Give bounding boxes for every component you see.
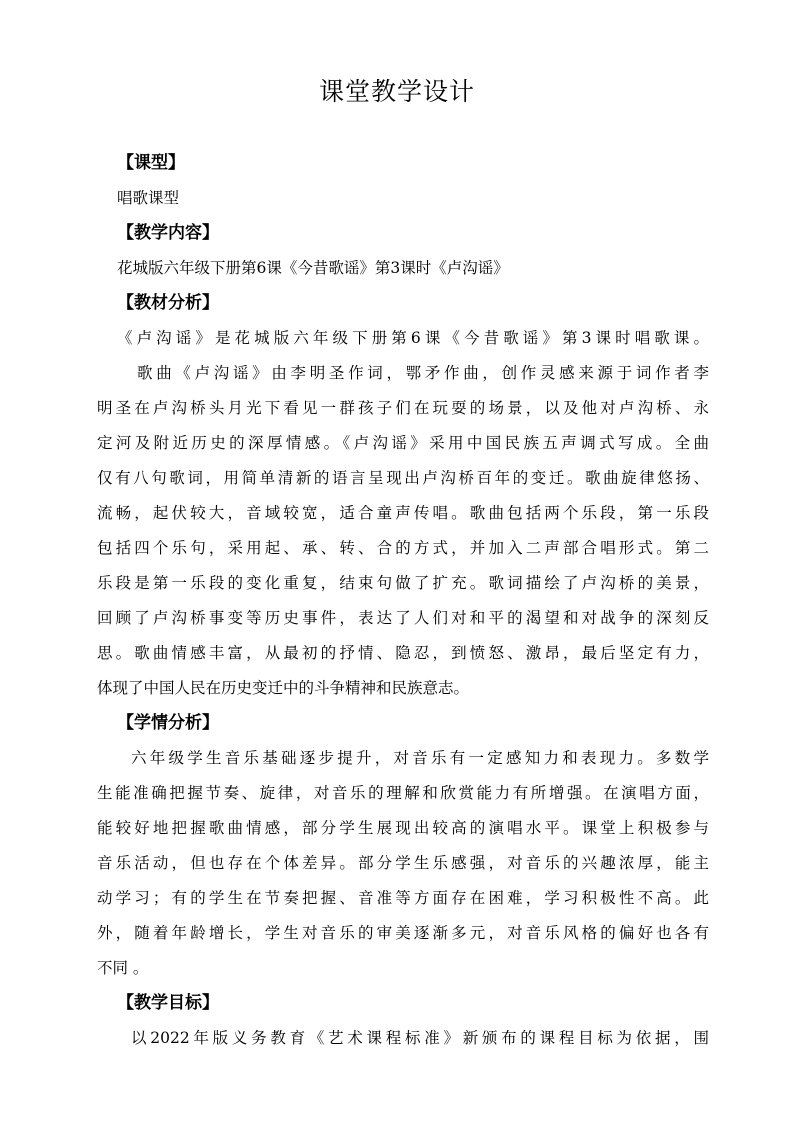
paragraph-line: 定河及附近历史的深厚情感。《卢沟谣》采用中国民族五声调式写成。全曲: [97, 434, 709, 452]
paragraph-line: 音乐活动，但也存在个体差异。部分学生乐感强，对音乐的兴趣浓厚，能主: [97, 854, 709, 872]
paragraph-line: 以2022年版义务教育《艺术课程标准》新颁布的课程目标为依据，围: [131, 1029, 709, 1047]
paragraph-line: 六年级学生音乐基础逐步提升，对音乐有一定感知力和表现力。多数学: [131, 749, 709, 767]
paragraph-line: 仅有八句歌词，用简单清新的语言呈现出卢沟桥百年的变迁。歌曲旋律悠扬、: [97, 469, 709, 487]
paragraph-line: 能较好地把握歌曲情感，部分学生展现出较高的演唱水平。课堂上积极参与: [97, 819, 709, 837]
document-body: [97, 146, 709, 1056]
paragraph-line: 唱歌课型: [117, 189, 180, 207]
paragraph-line: 流畅，起伏较大，音域较宽，适合童声传唱。歌曲包括两个乐段，第一乐段: [97, 504, 709, 522]
paragraph-line: 歌曲《卢沟谣》由李明圣作词，鄂矛作曲，创作灵感来源于词作者李: [137, 364, 709, 382]
section-heading-students: 【学情分析】: [117, 713, 219, 733]
paragraph-line: 动学习；有的学生在节奏把握、音准等方面存在困难，学习积极性不高。此: [97, 889, 709, 907]
paragraph-line: 明圣在卢沟桥头月光下看见一群孩子们在玩耍的场景，以及他对卢沟桥、永: [97, 399, 709, 417]
section-heading-content: 【教学内容】: [117, 223, 219, 243]
paragraph-line: 回顾了卢沟桥事变等历史事件，表达了人们对和平的渴望和对战争的深刻反: [97, 609, 709, 627]
paragraph-line: 《卢沟谣》是花城版六年级下册第6课《今昔歌谣》第3课时唱歌课。: [117, 329, 709, 347]
paragraph-line: 体现了中国人民在历史变迁中的斗争精神和民族意志。: [97, 679, 470, 697]
document-title: 课堂教学设计: [318, 77, 475, 106]
paragraph-line: 外，随着年龄增长，学生对音乐的审美逐渐多元，对音乐风格的偏好也各有: [97, 924, 709, 942]
paragraph-line: 不同 。: [97, 959, 149, 977]
paragraph-line: 乐段是第一乐段的变化重复，结束句做了扩充。歌词描绘了卢沟桥的美景，: [97, 574, 709, 592]
paragraph-line: 思。歌曲情感丰富，从最初的抒情、隐忍，到愤怒、激昂，最后坚定有力，: [97, 644, 709, 662]
section-heading-goals: 【教学目标】: [117, 993, 219, 1013]
section-heading-material: 【教材分析】: [117, 293, 219, 313]
paragraph-line: 花城版六年级下册第6课《今昔歌谣》第3课时《卢沟谣》: [117, 259, 509, 277]
paragraph-line: 包括四个乐句，采用起、承、转、合的方式，并加入二声部合唱形式。第二: [97, 539, 709, 557]
section-heading-lesson-type: 【课型】: [117, 153, 185, 173]
paragraph-line: 生能准确把握节奏、旋律，对音乐的理解和欣赏能力有所增强。在演唱方面，: [97, 784, 709, 802]
